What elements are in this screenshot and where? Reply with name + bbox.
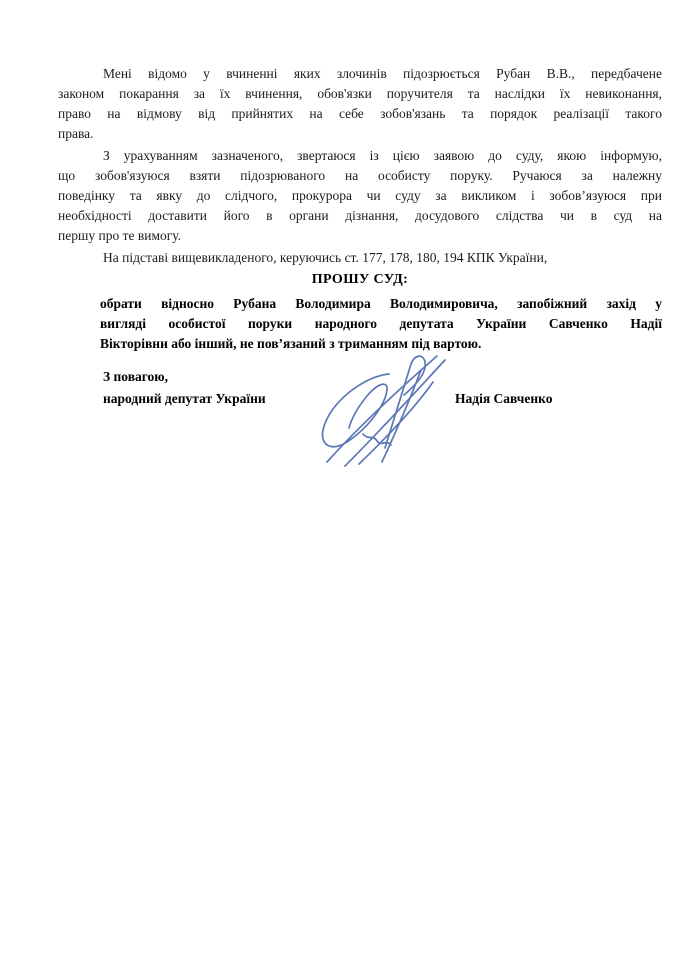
paragraph-line: необхідності доставити його в органи дізнання, досудового слідства чи в суд на bbox=[58, 208, 662, 223]
paragraph-commitment bbox=[58, 146, 662, 246]
request-line: вигляді особистої поруки народного депутата України Савченко Надії bbox=[100, 316, 662, 331]
request-line: обрати відносно Рубана Володимира Володимировича, запобіжний захід у bbox=[100, 296, 662, 311]
signature-ink-icon bbox=[293, 350, 463, 468]
paragraph-line: права. bbox=[58, 126, 94, 141]
legal-basis-line: На підставі вищевикладеного, керуючись ст. 177, 178, 180, 194 КПК України, bbox=[103, 250, 548, 265]
paragraph-line: першу про те вимогу. bbox=[58, 228, 182, 243]
request-line: Вікторівни або інший, не пов’язаний з триманням під вартою. bbox=[100, 336, 482, 351]
paragraph-line: Мені відомо у вчиненні яких злочинів підозрюється Рубан В.В., передбачене bbox=[103, 66, 662, 81]
signoff-salutation: З повагою, bbox=[103, 369, 168, 384]
signoff-name: Надія Савченко bbox=[455, 391, 553, 406]
signoff-role: народний депутат України bbox=[103, 391, 266, 406]
paragraph-line: поведінку та явку до слідчого, прокурора чи суду за викликом і зобов’язуюся при bbox=[58, 188, 662, 203]
paragraph-awareness bbox=[58, 64, 662, 144]
paragraph-line: законом покарання за їх вчинення, обов'язки поручителя та наслідки їх невиконання, bbox=[58, 86, 662, 101]
request-block bbox=[100, 294, 662, 354]
paragraph-line: право на відмову від прийнятих на себе зобов'язань та порядок реалізації такого bbox=[58, 106, 662, 121]
request-heading: ПРОШУ СУД: bbox=[311, 272, 409, 287]
paragraph-line: що зобов'язуюся взяти підозрюваного на особисту поруку. Ручаюся за належну bbox=[58, 168, 662, 183]
paragraph-line: З урахуванням зазначеного, звертаюся із цією заявою до суду, якою інформую, bbox=[103, 148, 662, 163]
handwritten-signature bbox=[293, 350, 463, 468]
